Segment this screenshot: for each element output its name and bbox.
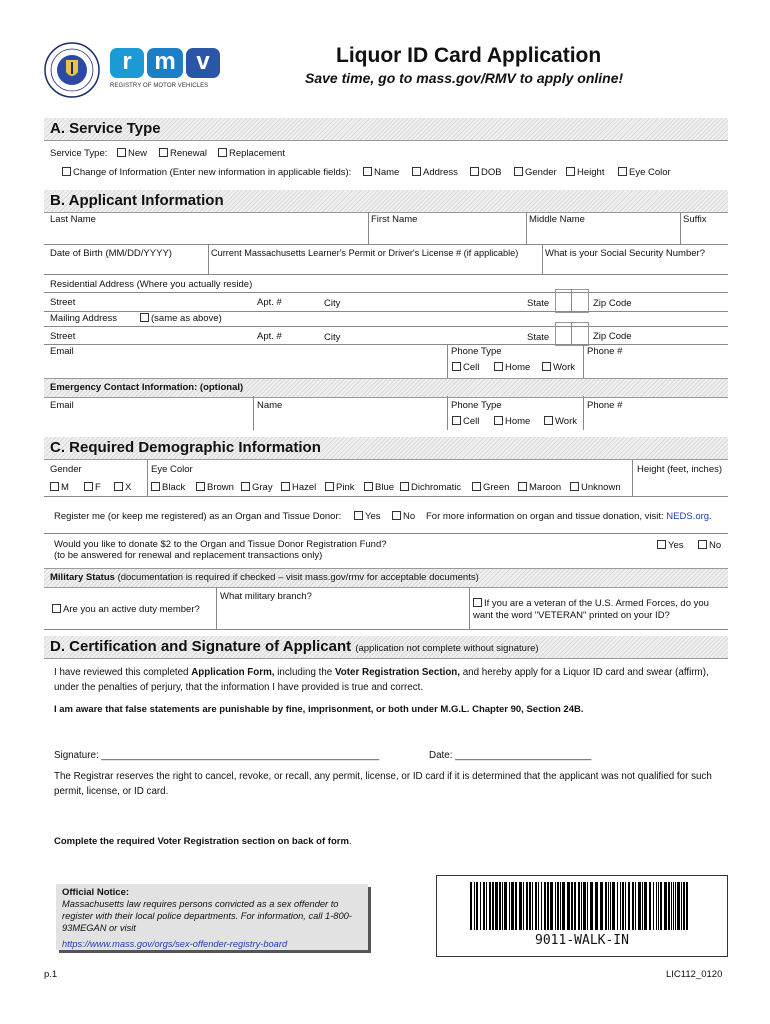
ssn-field[interactable] bbox=[544, 260, 726, 274]
service-new-label: New bbox=[128, 148, 148, 159]
section-a-header bbox=[44, 118, 728, 141]
change-of-info-label: Change of Information (Enter new information in applicable fields): bbox=[73, 167, 352, 178]
em-phone-home[interactable] bbox=[494, 416, 530, 427]
last-name-label: Last Name bbox=[50, 214, 96, 225]
eye-green-label: Green bbox=[483, 482, 510, 493]
gender-f[interactable] bbox=[84, 482, 101, 493]
permit-label: Current Massachusetts Learner's Permit or Driver's License # (if applicable) bbox=[211, 248, 519, 258]
mailing-label: Mailing Address bbox=[50, 313, 118, 324]
first-name-label: First Name bbox=[371, 214, 418, 225]
date-line[interactable]: Date: _________________________ bbox=[429, 750, 592, 761]
state-seal-logo bbox=[44, 42, 100, 98]
barcode-box bbox=[436, 875, 728, 957]
page-title: Liquor ID Card Application bbox=[336, 44, 602, 67]
change-dob[interactable] bbox=[470, 167, 502, 178]
em-phone-work-label: Work bbox=[555, 416, 577, 427]
section-a-title: A. Service Type bbox=[50, 120, 161, 137]
eye-brown-label: Brown bbox=[207, 482, 234, 493]
email-label: Email bbox=[50, 346, 74, 357]
dob-field[interactable] bbox=[46, 260, 206, 274]
mail-zip-label: Zip Code bbox=[593, 331, 632, 342]
eye-blue-label: Blue bbox=[375, 482, 395, 493]
section-d-title: D. Certification and Signature of Applicant bbox=[50, 638, 352, 655]
em-phone-type-label: Phone Type bbox=[451, 400, 502, 411]
veteran-option[interactable] bbox=[473, 598, 728, 622]
first-name-field[interactable] bbox=[370, 226, 524, 244]
phone-home[interactable] bbox=[494, 362, 530, 373]
page-subtitle: Save time, go to mass.gov/RMV to apply online! bbox=[305, 70, 624, 86]
eye-hazel[interactable] bbox=[281, 482, 316, 493]
eye-maroon-label: Maroon bbox=[529, 482, 562, 493]
eye-dichromatic[interactable] bbox=[400, 482, 461, 493]
eye-pink-label: Pink bbox=[336, 482, 355, 493]
eye-gray[interactable] bbox=[241, 482, 273, 493]
barcode-icon bbox=[470, 882, 690, 930]
permit-field[interactable] bbox=[210, 260, 540, 274]
eye-gray-label: Gray bbox=[252, 482, 273, 493]
eye-hazel-label: Hazel bbox=[292, 482, 317, 493]
service-type-label: Service Type: bbox=[50, 148, 108, 159]
change-name[interactable] bbox=[363, 167, 399, 178]
eye-blue[interactable] bbox=[364, 482, 394, 493]
em-phone-work[interactable] bbox=[544, 416, 577, 427]
section-b-title: B. Applicant Information bbox=[50, 192, 224, 209]
res-state-box[interactable] bbox=[555, 289, 589, 313]
service-renewal-label: Renewal bbox=[170, 148, 207, 159]
military-title: Military Status bbox=[50, 572, 115, 583]
donate-question-note: (to be answered for renewal and replacement transactions only) bbox=[54, 550, 323, 561]
rmv-logo: r m v REGISTRY OF MOTOR VEHICLES bbox=[110, 48, 222, 96]
last-name-field[interactable] bbox=[46, 226, 366, 244]
change-name-label: Name bbox=[374, 167, 400, 178]
service-new[interactable] bbox=[117, 148, 147, 159]
eye-pink[interactable] bbox=[325, 482, 354, 493]
phone-home-label: Home bbox=[505, 362, 531, 373]
gender-label: Gender bbox=[50, 464, 82, 475]
res-street-label: Street bbox=[50, 297, 76, 308]
change-address[interactable] bbox=[412, 167, 458, 178]
residential-label: Residential Address (Where you actually reside) bbox=[50, 279, 253, 290]
change-height-label: Height bbox=[577, 167, 605, 178]
page-number: p.1 bbox=[44, 969, 58, 980]
section-d-title-wrap bbox=[50, 638, 539, 655]
section-b-header bbox=[44, 190, 728, 213]
change-height[interactable] bbox=[566, 167, 604, 178]
official-notice-box bbox=[56, 884, 368, 950]
phone-type-label: Phone Type bbox=[451, 346, 502, 357]
same-as-above[interactable] bbox=[140, 313, 222, 324]
change-dob-label: DOB bbox=[481, 167, 502, 178]
emergency-title: Emergency Contact Information: (optional) bbox=[50, 382, 244, 393]
false-statements-notice: I am aware that false statements are punishable by fine, imprisonment, or both under M.G.L. Chapter 90, Section 24B. bbox=[54, 704, 584, 715]
phone-cell-label: Cell bbox=[463, 362, 480, 373]
section-d-note: (application not complete without signature) bbox=[355, 643, 539, 654]
eye-color-label: Eye Color bbox=[151, 464, 193, 475]
phone-number-label: Phone # bbox=[587, 346, 623, 357]
em-phone-cell-label: Cell bbox=[463, 416, 480, 427]
eye-dichromatic-label: Dichromatic bbox=[411, 482, 462, 493]
donate-yes-label: Yes bbox=[668, 540, 684, 551]
res-zip-label: Zip Code bbox=[593, 298, 632, 309]
donate-no-label: No bbox=[709, 540, 722, 551]
gender-x-label: X bbox=[125, 482, 132, 493]
em-phone-number-label: Phone # bbox=[587, 400, 623, 411]
eye-black[interactable] bbox=[151, 482, 185, 493]
donor-no[interactable] bbox=[392, 511, 415, 522]
donor-info: For more information on organ and tissue donation, visit: NEDS.org. bbox=[426, 511, 712, 522]
signature-line[interactable]: Signature: ___________________________________________________ bbox=[54, 750, 380, 761]
service-replacement[interactable] bbox=[218, 148, 285, 159]
donate-question: Would you like to donate $2 to the Organ and Tissue Donor Registration Fund? bbox=[54, 539, 387, 550]
eye-green[interactable] bbox=[472, 482, 509, 493]
eye-unknown[interactable] bbox=[570, 482, 621, 493]
em-phone-cell[interactable] bbox=[452, 416, 479, 427]
eye-maroon[interactable] bbox=[518, 482, 561, 493]
official-notice-body: Massachusetts law requires persons convicted as a sex offender to register with their local police departments. For information, call 1-800-93MEGAN or visit bbox=[62, 899, 352, 933]
section-c-title: C. Required Demographic Information bbox=[50, 439, 321, 456]
voter-registration-notice: Complete the required Voter Registration section on back of form. bbox=[54, 836, 352, 847]
military-branch-label: What military branch? bbox=[220, 591, 312, 602]
military-note: (documentation is required if checked – visit mass.gov/rmv for acceptable documents) bbox=[117, 572, 479, 583]
donor-yes-label: Yes bbox=[365, 511, 381, 522]
same-as-above-label: (same as above) bbox=[151, 313, 222, 324]
mail-city-label: City bbox=[324, 332, 341, 343]
ssn-label: What is your Social Security Number? bbox=[545, 248, 705, 259]
donor-no-label: No bbox=[403, 511, 416, 522]
section-d-header bbox=[44, 636, 728, 659]
suffix-field[interactable] bbox=[682, 226, 726, 244]
phone-work[interactable] bbox=[542, 362, 575, 373]
service-replacement-label: Replacement bbox=[229, 148, 285, 159]
section-c-header bbox=[44, 437, 728, 460]
mail-apt-label: Apt. # bbox=[257, 331, 282, 342]
neds-link[interactable]: NEDS.org bbox=[666, 511, 710, 522]
mail-state-label: State bbox=[527, 332, 550, 343]
res-state-label: State bbox=[527, 298, 550, 309]
suffix-label: Suffix bbox=[683, 214, 707, 225]
change-gender[interactable] bbox=[514, 167, 557, 178]
veteran-label: If you are a veteran of the U.S. Armed Forces, do you want the word "VETERAN" printed on your ID? bbox=[473, 598, 709, 621]
eye-black-label: Black bbox=[162, 482, 186, 493]
logo-caption: REGISTRY OF MOTOR VEHICLES bbox=[110, 83, 209, 89]
em-name-label: Name bbox=[257, 400, 283, 411]
military-header bbox=[44, 568, 728, 588]
phone-cell[interactable] bbox=[452, 362, 479, 373]
change-eye-color[interactable] bbox=[618, 167, 671, 178]
dob-label: Date of Birth (MM/DD/YYYY) bbox=[50, 248, 172, 259]
gender-m[interactable] bbox=[50, 482, 69, 493]
em-phone-home-label: Home bbox=[505, 416, 531, 427]
certification-text: I have reviewed this completed Application Form, including the Voter Registration Section, and hereby apply for a Liquor ID card and swear (affirm), under the penalties of perjury, that the information I have provided is true and correct. bbox=[54, 667, 709, 693]
change-of-info[interactable] bbox=[62, 167, 351, 178]
active-duty-label: Are you an active duty member? bbox=[63, 604, 200, 615]
res-city-label: City bbox=[324, 298, 341, 309]
mail-state-box[interactable] bbox=[555, 322, 589, 346]
gender-x[interactable] bbox=[114, 482, 131, 493]
eye-brown[interactable] bbox=[196, 482, 234, 493]
donate-yes[interactable] bbox=[657, 540, 684, 551]
change-eye-color-label: Eye Color bbox=[629, 167, 671, 178]
middle-name-label: Middle Name bbox=[529, 214, 585, 225]
barcode-text: 9011-WALK-IN bbox=[535, 933, 629, 948]
phone-work-label: Work bbox=[553, 362, 575, 373]
gender-f-label: F bbox=[95, 482, 101, 493]
registrar-text: The Registrar reserves the right to cancel, revoke, or recall, any permit, license, or ID card if it is determined that the applicant was not qualified for such permit, license, or ID card. bbox=[54, 771, 712, 797]
change-gender-label: Gender bbox=[525, 167, 557, 178]
donor-info-text: For more information on organ and tissue donation, visit: bbox=[426, 511, 664, 522]
gender-m-label: M bbox=[61, 482, 69, 493]
donate-no[interactable] bbox=[698, 540, 721, 551]
emergency-header bbox=[44, 378, 728, 398]
donor-yes[interactable] bbox=[354, 511, 381, 522]
height-label: Height (feet, inches) bbox=[637, 464, 723, 475]
eye-unknown-label: Unknown bbox=[581, 482, 621, 493]
middle-name-field[interactable] bbox=[528, 226, 678, 244]
service-renewal[interactable] bbox=[159, 148, 207, 159]
form-id: LIC112_0120 bbox=[666, 969, 723, 980]
res-apt-label: Apt. # bbox=[257, 297, 282, 308]
mail-street-label: Street bbox=[50, 331, 76, 342]
official-notice-title: Official Notice: bbox=[62, 887, 130, 898]
donor-label: Register me (or keep me registered) as an Organ and Tissue Donor: bbox=[54, 511, 342, 522]
sex-offender-registry-link[interactable]: https://www.mass.gov/orgs/sex-offender-registry-board bbox=[62, 939, 288, 949]
change-address-label: Address bbox=[423, 167, 458, 178]
active-duty[interactable] bbox=[52, 604, 200, 615]
em-email-label: Email bbox=[50, 400, 74, 411]
